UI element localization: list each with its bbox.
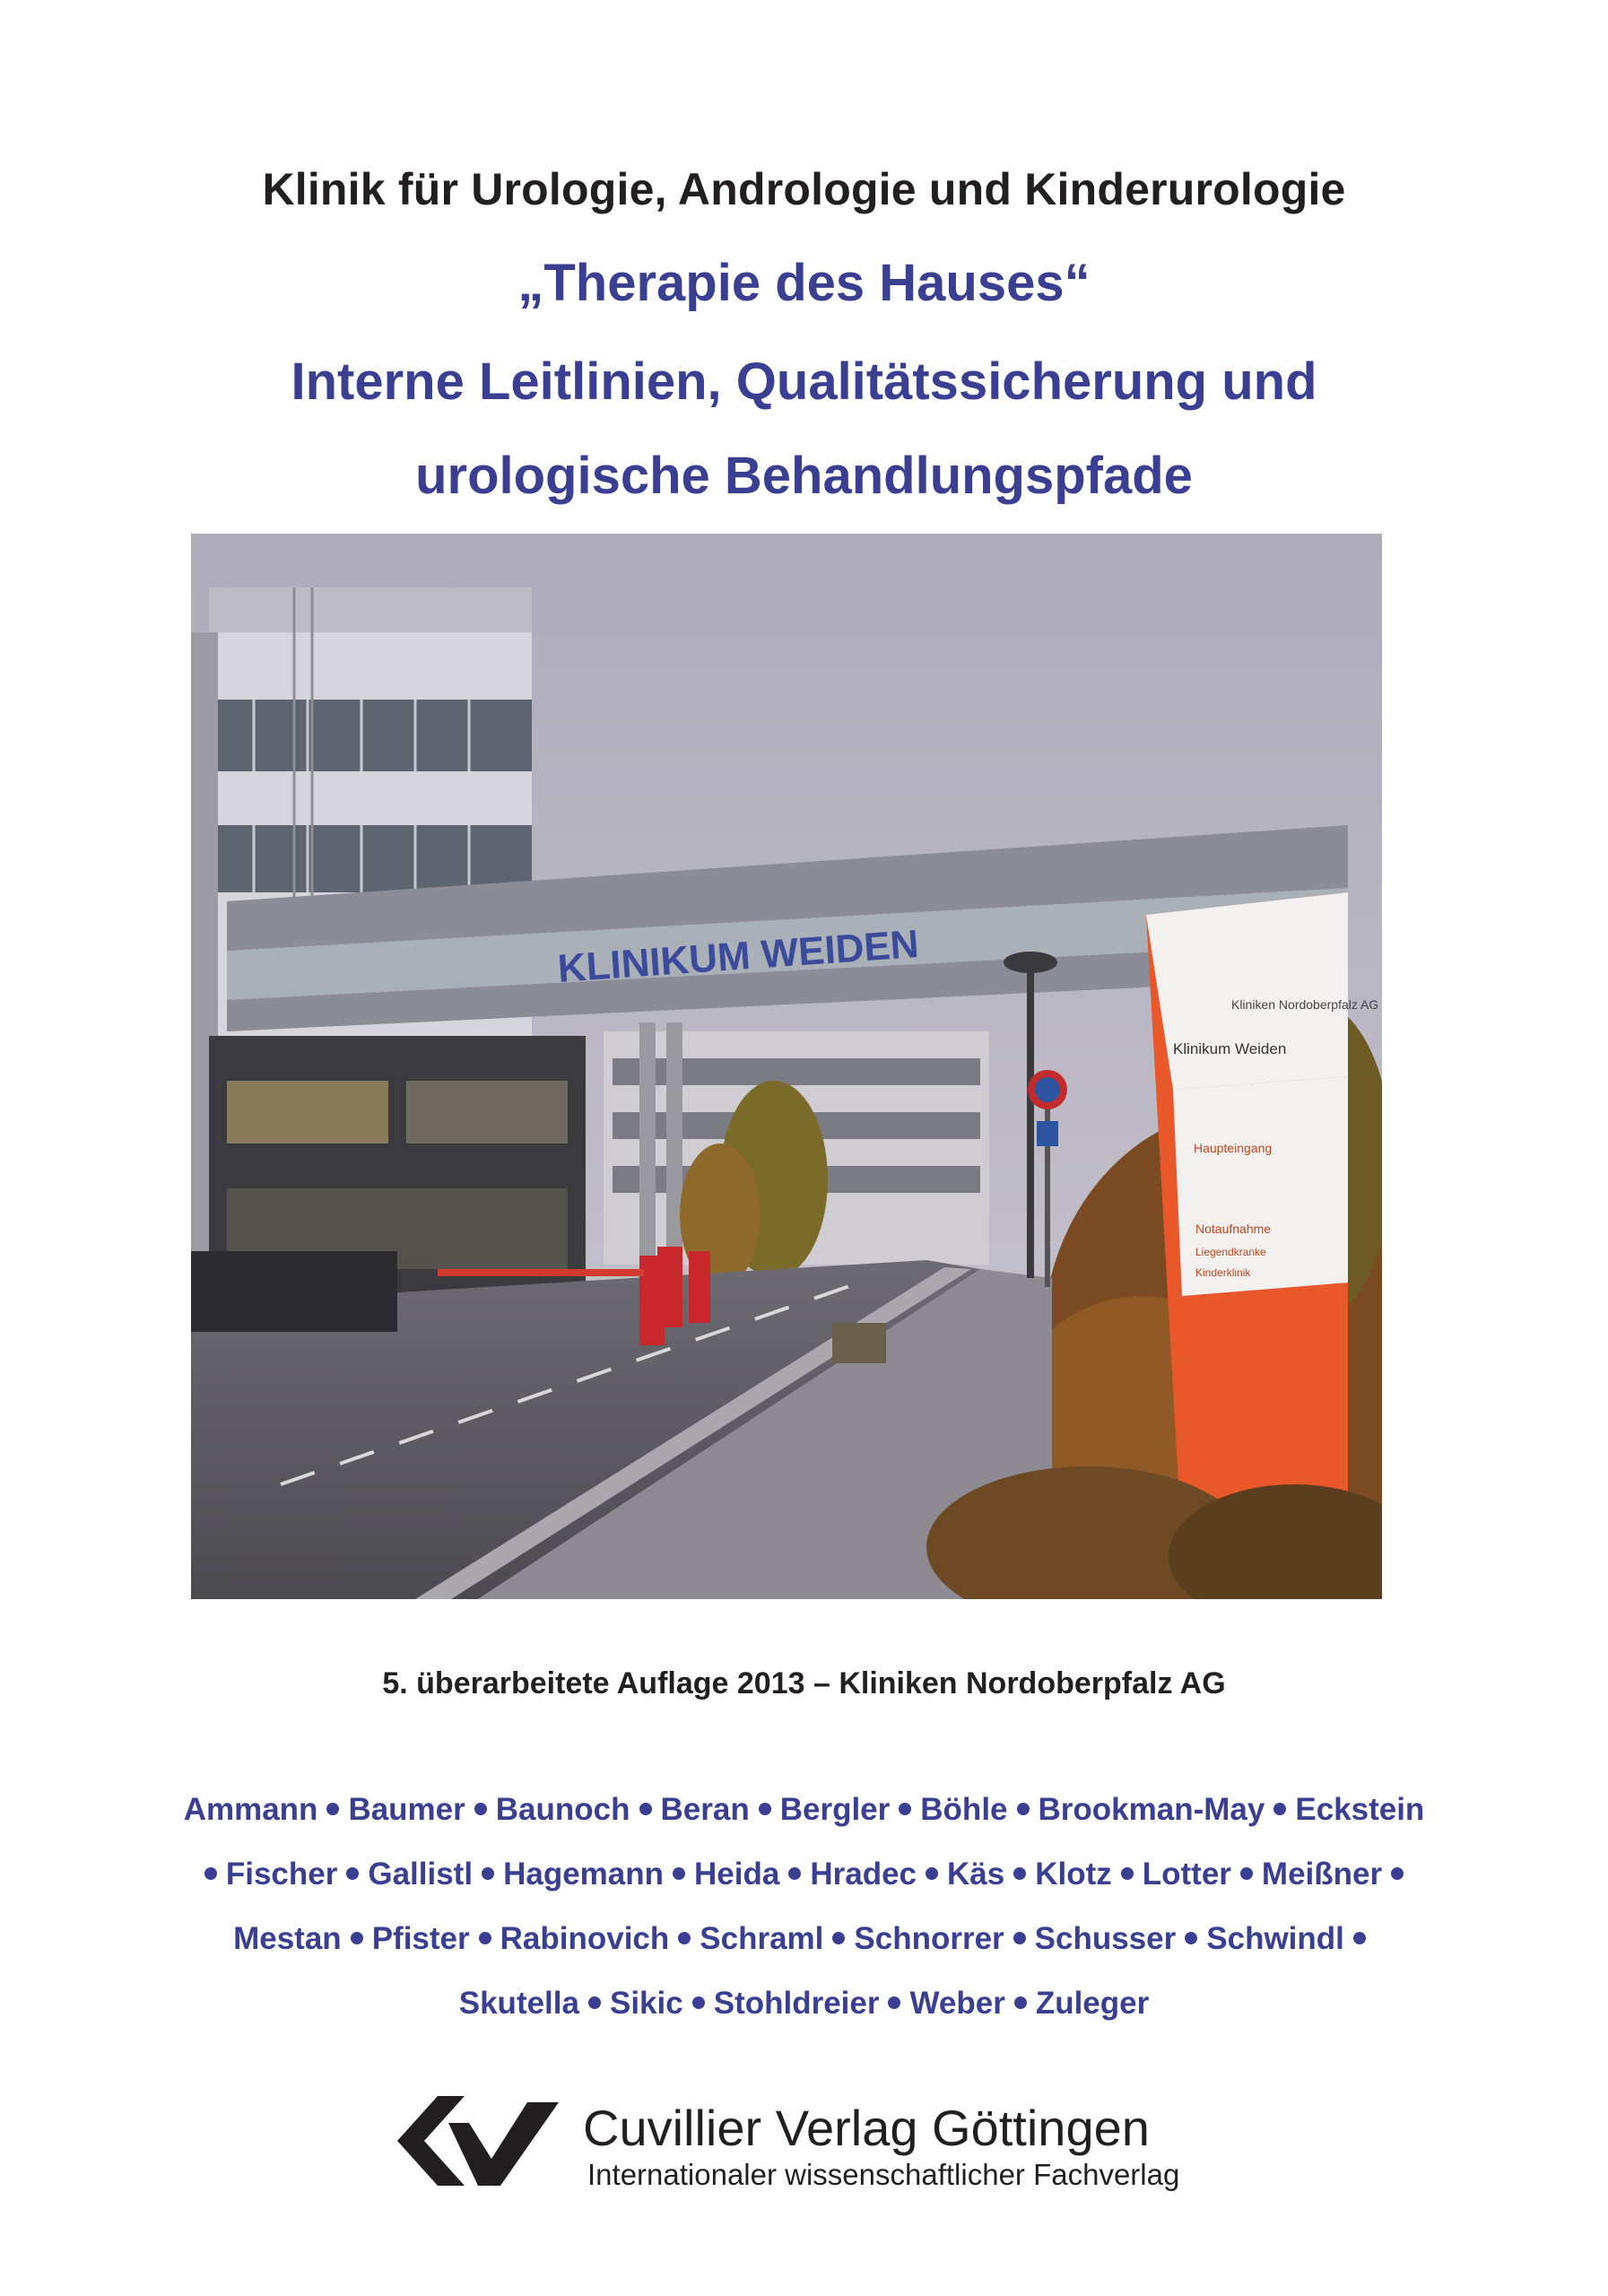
bullet-separator (1121, 1867, 1134, 1880)
author-name: Schwindl (1206, 1921, 1344, 1956)
author-name: Stohldreier (713, 1986, 880, 2021)
author-name: Rabinovich (500, 1921, 670, 1956)
author-name: Weber (909, 1986, 1005, 2021)
bullet-separator (899, 1803, 911, 1815)
author-name: Bergler (779, 1792, 891, 1827)
bullet-separator (474, 1803, 487, 1815)
author-name: Skutella (458, 1986, 579, 2021)
author-name: Meißner (1261, 1857, 1383, 1892)
bullet-separator (673, 1867, 685, 1880)
bullet-separator (1353, 1932, 1366, 1944)
author-name: Baunoch (495, 1792, 630, 1827)
author-line-3 (108, 1907, 1500, 1971)
bullet-separator (1014, 1996, 1027, 2009)
author-name: Mestan (233, 1921, 342, 1956)
author-line-1 (108, 1778, 1500, 1842)
bullet-separator (204, 1867, 217, 1880)
author-line-4 (108, 1971, 1500, 2036)
author-name: Schusser (1034, 1921, 1177, 1956)
bullet-separator (926, 1867, 938, 1880)
pylon-emergency: Notaufnahme (1195, 1222, 1272, 1236)
bridge-sign-text: KLINIKUM WEIDEN (556, 921, 921, 991)
bullet-separator (326, 1803, 339, 1815)
bullet-separator (1273, 1803, 1286, 1815)
pylon-children: Kinderklinik (1195, 1266, 1251, 1279)
bullet-separator (346, 1867, 359, 1880)
publisher-tagline: Internationaler wissenschaftlicher Fachverlag (587, 2158, 1180, 2191)
bullet-separator (692, 1996, 705, 2009)
author-name: Käs (947, 1857, 1005, 1892)
author-name: Böhle (920, 1792, 1008, 1827)
book-title-line3: urologische Behandlungspfade (415, 447, 1193, 505)
publisher-name: Cuvillier Verlag Göttingen (583, 2100, 1150, 2156)
cover-photo-klinikum (191, 534, 1382, 1599)
bullet-separator (479, 1932, 491, 1944)
author-name: Baumer (348, 1792, 465, 1827)
bullet-separator (788, 1867, 801, 1880)
author-name: Sikic (609, 1986, 683, 2021)
author-name: Pfister (371, 1921, 470, 1956)
bullet-separator (1185, 1932, 1197, 1944)
author-list (108, 1778, 1500, 2036)
pylon-lying-patients: Liegendkranke (1195, 1246, 1266, 1258)
author-name: Schraml (700, 1921, 824, 1956)
author-name: Gallistl (368, 1857, 474, 1892)
bullet-separator (832, 1932, 845, 1944)
bullet-separator (588, 1996, 601, 2009)
author-name: Fischer (225, 1857, 338, 1892)
bullet-separator (1013, 1932, 1026, 1944)
pylon-name: Klinikum Weiden (1173, 1040, 1287, 1057)
cuvillier-logo-icon (393, 2092, 563, 2190)
author-name: Klotz (1035, 1857, 1112, 1892)
book-title: „Therapie des Hauses“ (517, 254, 1091, 312)
bullet-separator (482, 1867, 494, 1880)
bullet-separator (678, 1932, 691, 1944)
author-name: Zuleger (1035, 1986, 1150, 2021)
author-name: Ammann (183, 1792, 318, 1827)
bullet-separator (639, 1803, 652, 1815)
author-name: Hradec (810, 1857, 917, 1892)
author-name: Heida (694, 1857, 780, 1892)
book-title-line2: Interne Leitlinien, Qualitätssicherung und (291, 352, 1317, 411)
bullet-separator (351, 1932, 363, 1944)
author-name: Beran (660, 1792, 750, 1827)
author-name: Hagemann (503, 1857, 665, 1892)
bullet-separator (888, 1996, 900, 2009)
author-line-2 (108, 1842, 1500, 1907)
author-name: Eckstein (1295, 1792, 1425, 1827)
pylon-logo-text: Kliniken Nordoberpfalz AG (1231, 997, 1379, 1012)
clinic-subtitle: Klinik für Urologie, Andrologie und Kinderurologie (262, 164, 1346, 214)
edition-info: 5. überarbeitete Auflage 2013 – Kliniken Nordoberpfalz AG (382, 1666, 1226, 1700)
bullet-separator (1391, 1867, 1404, 1880)
bullet-separator (759, 1803, 771, 1815)
pylon-main-entrance: Haupteingang (1194, 1141, 1273, 1155)
bullet-separator (1240, 1867, 1253, 1880)
bullet-separator (1013, 1867, 1026, 1880)
author-name: Lotter (1142, 1857, 1231, 1892)
author-name: Schnorrer (854, 1921, 1004, 1956)
author-name: Brookman-May (1038, 1792, 1265, 1827)
bullet-separator (1017, 1803, 1030, 1815)
